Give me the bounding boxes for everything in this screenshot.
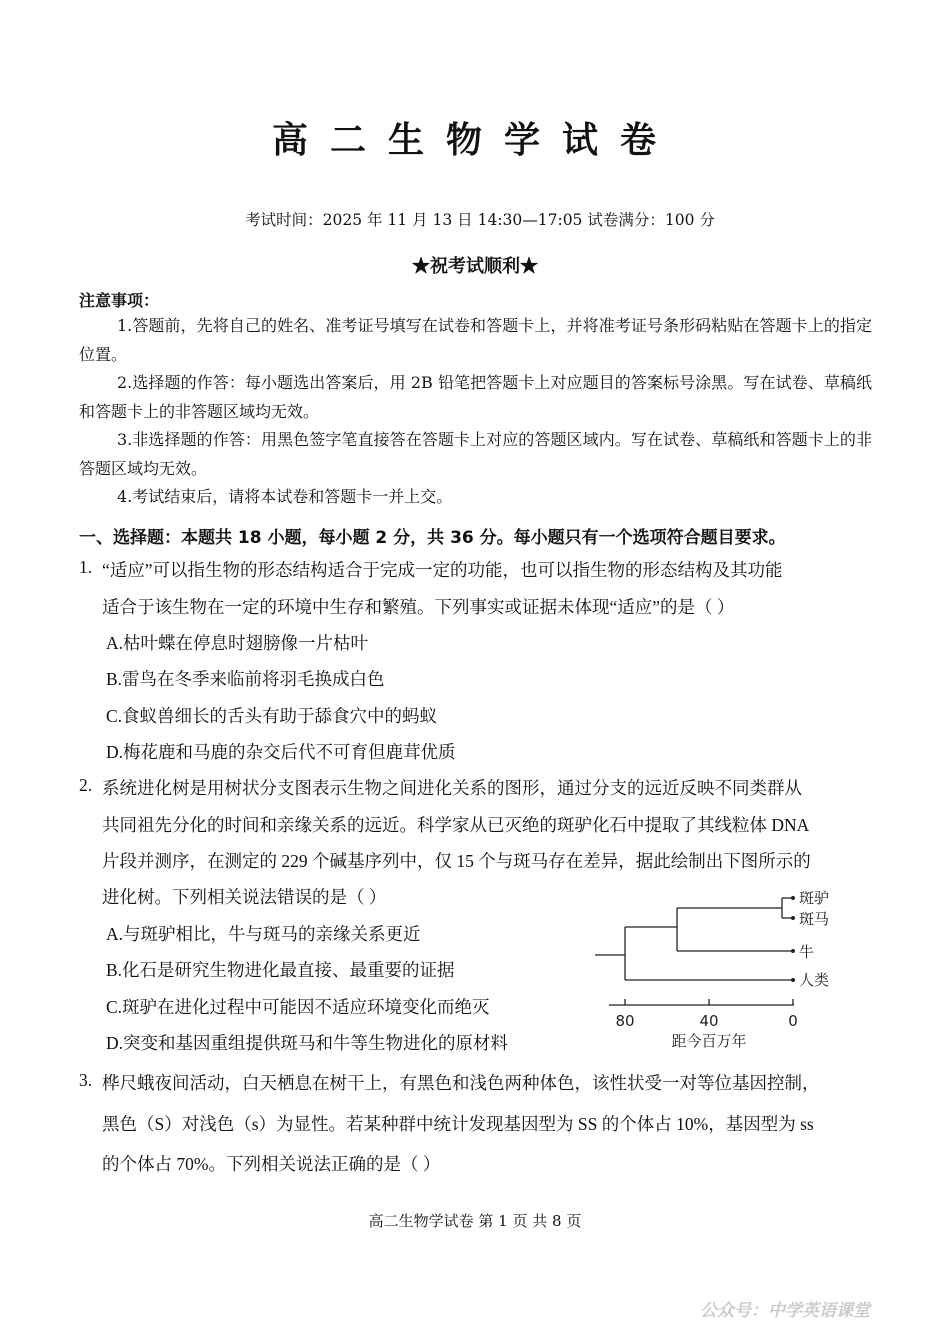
question-text-line: 片段并测序，在测定的 229 个碱基序列中，仅 15 个与斑马存在差异，据此绘制出下图所示的 (102, 851, 811, 871)
taxon-marker (791, 896, 795, 900)
notice-item: 1.答题前，先将自己的姓名、准考证号填写在试卷和答题卡上，并将准考证号条形码粘贴在答题卡上的指定位置。 (79, 316, 872, 364)
option-b: B.化石是研究生物进化最直接、最重要的证据 (106, 960, 455, 980)
page-title: 高二生物学试卷 (271, 120, 678, 161)
question-text-line: 桦尺蛾夜间活动，白天栖息在树干上，有黑色和浅色两种体色，该性状受一对等位基因控制， (102, 1073, 820, 1093)
tick-label: 40 (699, 1012, 719, 1030)
option-b: B.雷鸟在冬季来临前将羽毛换成白色 (106, 669, 385, 689)
taxon-label: 人类 (799, 971, 830, 989)
question-text-line: “适应”可以指生物的形态结构适合于完成一定的功能，也可以指生物的形态结构及其功能 (102, 560, 783, 580)
axis-label: 距今百万年 (671, 1032, 747, 1050)
option-c: C.食蚁兽细长的舌头有助于舔食穴中的蚂蚁 (106, 706, 438, 726)
question-number: 3. (79, 1070, 93, 1090)
option-a: A.与斑驴相比，牛与斑马的亲缘关系更近 (106, 924, 421, 944)
option-a: A.枯叶蝶在停息时翅膀像一片枯叶 (106, 633, 369, 653)
question-text-line: 黑色（S）对浅色（s）为显性。若某种群中统计发现基因型为 SS 的个体占 10%，基因型为 ss (102, 1114, 814, 1134)
taxon-label: 斑驴 (799, 889, 830, 907)
option-c: C.斑驴在进化过程中可能因不适应环境变化而绝灭 (106, 997, 490, 1017)
question-text-line: 系统进化树是用树状分支图表示生物之间进化关系的图形，通过分支的远近反映不同类群从 (102, 778, 802, 798)
notice-item: 3.非选择题的作答：用黑色签字笔直接答在答题卡上对应的答题区域内。写在试卷、草稿纸和答题卡上的非答题区域均无效。 (79, 430, 872, 478)
question-text-line: 进化树。下列相关说法错误的是（ ） (102, 887, 387, 907)
good-luck-banner: ★祝考试顺利★ (412, 256, 538, 277)
taxon-marker (791, 949, 795, 953)
exam-info: 考试时间：2025 年 11 月 13 日 14:30—17:05 试卷满分：100 分 (245, 211, 715, 229)
watermark: 公众号：中学英语课堂 (700, 1301, 870, 1321)
tick-label: 0 (788, 1012, 798, 1030)
section-heading: 一、选择题：本题共 18 小题，每小题 2 分，共 36 分。每小题只有一个选项符合题目要求。 (79, 528, 786, 548)
notice-item: 4.考试结束后，请将本试卷和答题卡一并上交。 (117, 487, 453, 506)
notice-heading: 注意事项： (79, 291, 160, 310)
question-number: 1. (79, 557, 93, 577)
phylogenetic-tree-figure (585, 880, 855, 1055)
page-footer: 高二生物学试卷 第 1 页 共 8 页 (368, 1212, 582, 1230)
question-text-line: 共同祖先分化的时间和亲缘关系的远近。科学家从已灭绝的斑驴化石中提取了其线粒体 DNA (102, 815, 810, 835)
tick-label: 80 (615, 1012, 635, 1030)
option-d: D.梅花鹿和马鹿的杂交后代不可育但鹿茸优质 (106, 742, 456, 762)
question-number: 2. (79, 775, 93, 795)
taxon-label: 斑马 (799, 910, 830, 928)
option-d: D.突变和基因重组提供斑马和牛等生物进化的原材料 (106, 1033, 509, 1053)
taxon-label: 牛 (799, 943, 815, 961)
taxon-marker (791, 978, 795, 982)
taxon-marker (791, 916, 795, 920)
question-text-line: 的个体占 70%。下列相关说法正确的是（ ） (102, 1154, 441, 1174)
notice-item: 2.选择题的作答：每小题选出答案后，用 2B 铅笔把答题卡上对应题目的答案标号涂黑。写在试卷、草稿纸和答题卡上的非答题区域均无效。 (79, 373, 872, 421)
question-text-line: 适合于该生物在一定的环境中生存和繁殖。下列事实或证据未体现“适应”的是（ ） (102, 597, 735, 617)
